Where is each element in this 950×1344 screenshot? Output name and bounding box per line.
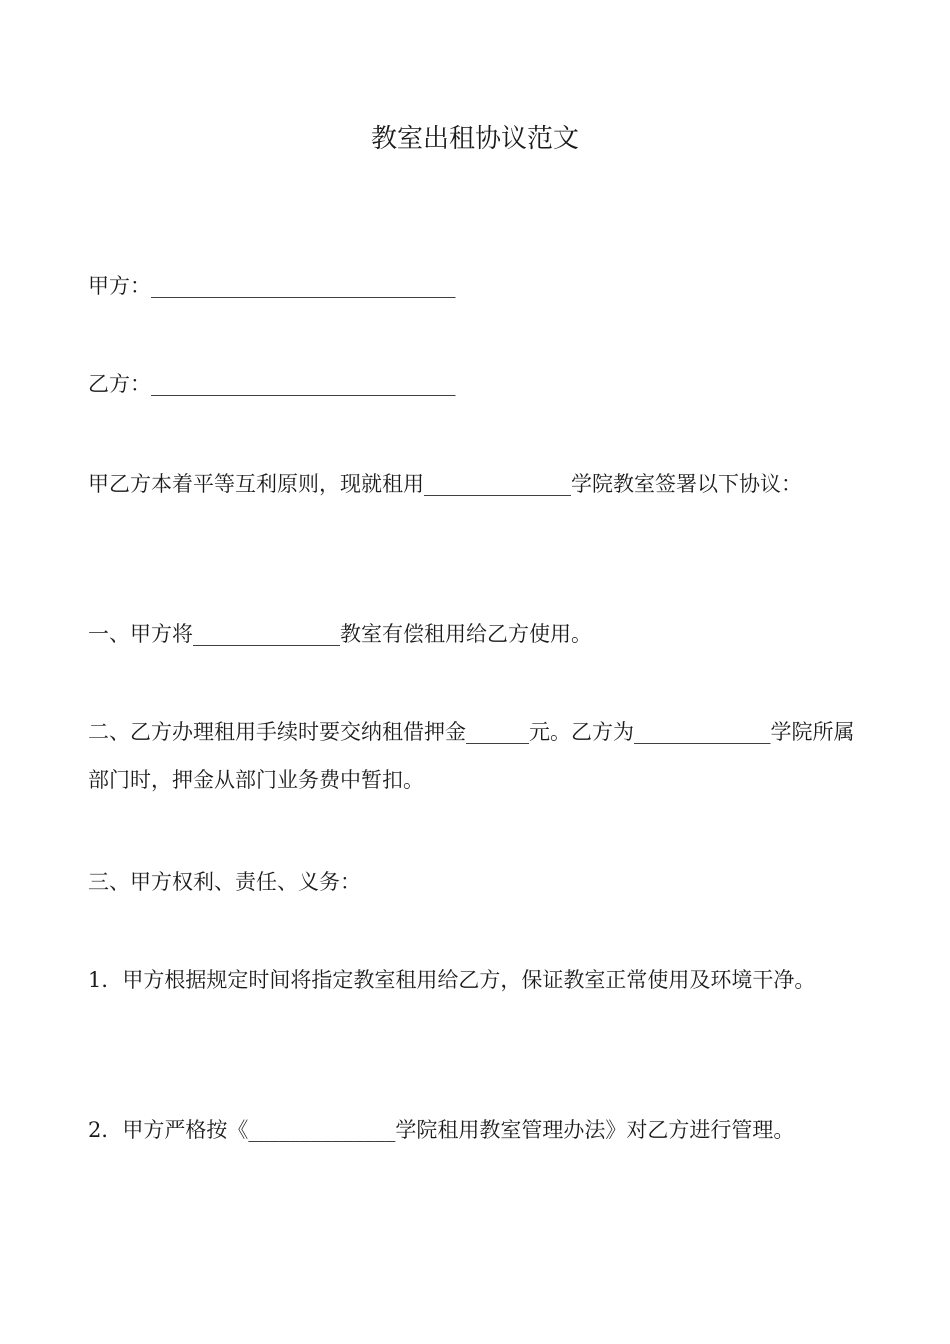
clause-three-heading: 三、甲方权利、责任、义务： xyxy=(88,870,361,894)
clause-two: 二、乙方办理租用手续时要交纳租借押金______元。乙方为_____________学院所属部门时，押金从部门业务费中暂扣。 xyxy=(88,720,855,792)
clause-one: 一、甲方将______________教室有偿租用给乙方使用。 xyxy=(88,622,592,646)
party-b-line: 乙方：_____________________________ xyxy=(88,372,456,396)
clause-three-item-2: 2．甲方严格按《______________学院租用教室管理办法》对乙方进行管理。 xyxy=(88,1118,795,1142)
clause-three-item-1: 1．甲方根据规定时间将指定教室租用给乙方，保证教室正常使用及环境干净。 xyxy=(88,968,816,992)
document-title: 教室出租协议范文 xyxy=(370,124,579,154)
party-a-line: 甲方：_____________________________ xyxy=(88,274,456,298)
preamble-paragraph: 甲乙方本着平等互利原则，现就租用______________学院教室签署以下协议： xyxy=(88,472,802,496)
